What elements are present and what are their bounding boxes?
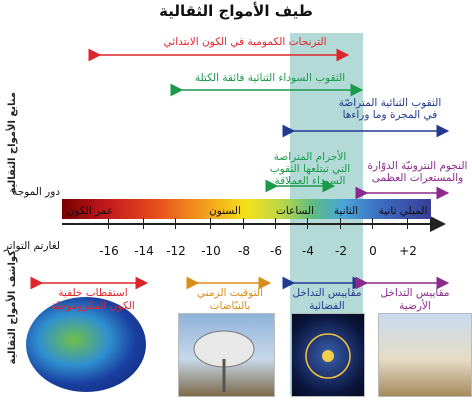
axis-tick [108,218,109,229]
axis-tick [175,218,176,229]
frequency-label: لغارتم التواتر [3,240,60,252]
axis-tick-label: -4 [302,244,314,258]
compact-objects-label: الأجرام المتراصة التي تبتلعها الثقوب السوداء العملاقة [269,151,351,187]
sources-label: منابع الأمواج الثقالية [7,92,18,194]
pulsar-detector-label: التوقيت الزمني بالنبّاضات [197,287,263,312]
axis-tick [143,218,144,229]
ground-detector-label: مقاييس التداخل الأرضية [380,287,450,312]
lisa-orbit-icon [292,314,364,396]
axis-tick [210,218,211,229]
period-millisecond: الميلي ثانية [378,205,428,217]
neutron-stars-label: النجوم النترونيّة الدوّارة والمستعرات العظمى [367,160,468,184]
axis-tick-label: -10 [201,244,221,258]
axis-tick [372,218,373,229]
axis-tick-label: -6 [270,244,282,258]
galactic-binaries-label: الثقوب الثنائية المتراصّة في المجرة وما وراءها [338,97,442,121]
axis-tick-label: 0 [369,244,377,258]
axis-tick-label: -16 [99,244,119,258]
axis-tick-label: -14 [134,244,154,258]
axis-tick-label: -8 [238,244,250,258]
axis-tick [340,218,341,229]
axis-tick [243,218,244,229]
axis-tick-label: -2 [335,244,347,258]
supermassive-bh-label: الثقوب السوداء الثنائية فائقة الكتلة [194,72,346,84]
radio-telescope-image [178,313,275,397]
wave-period-label: دور الموجة [12,186,60,198]
satellite-dish-icon [179,314,274,396]
space-interferometer-image [291,313,365,397]
axis-tick [307,218,308,229]
diagram-title: طيف الأمواج الثقالية [159,2,313,20]
ground-interferometer-image [378,313,472,397]
cmb-detector-label: استقطاب خلفية الكون المكروموجيّة [51,287,135,312]
axis-tick-label: +2 [399,244,417,258]
detectors-label: كواشف الأمواج الثقالية [7,250,18,365]
period-hours: الساعات [275,205,315,217]
axis-tick [275,218,276,229]
primordial-label: الترنحات الكمومية في الكون الابتدائي [163,36,327,48]
axis-tick [407,218,408,229]
space-detector-label: مقاييس التداخل الفضائية [292,287,362,312]
axis-tick-label: -12 [166,244,186,258]
period-years: السنون [209,205,241,217]
period-second: الثانية [333,205,359,217]
period-age-of-universe: عمر الكون [66,205,114,217]
